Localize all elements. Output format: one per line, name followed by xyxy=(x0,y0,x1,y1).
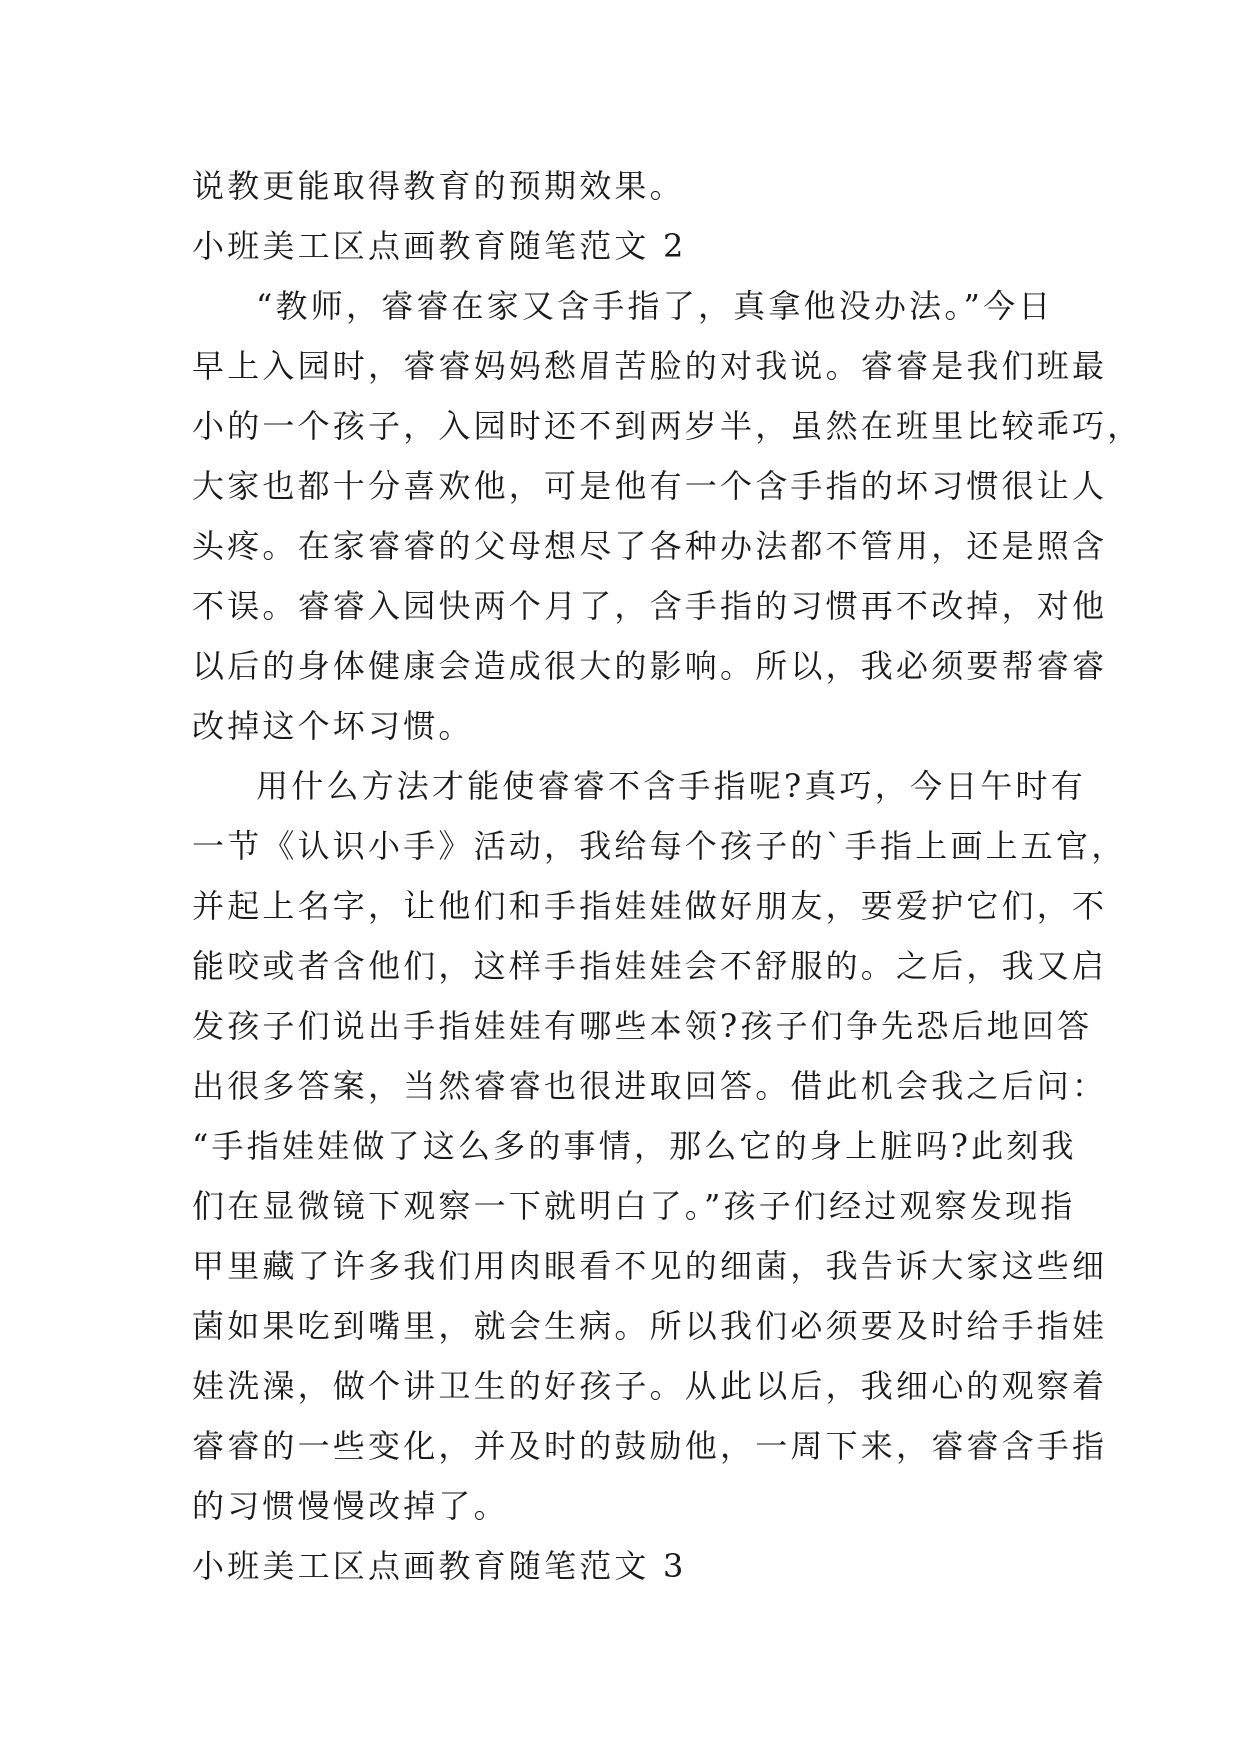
paragraph-line: 用什么方法才能使睿睿不含手指呢?真巧，今日午时有 xyxy=(256,767,1086,805)
paragraph-line: 改掉这个坏习惯。 xyxy=(192,707,474,745)
paragraph-line: 们在显微镜下观察一下就明白了。”孩子们经过观察发现指 xyxy=(192,1187,1076,1225)
section-heading-3: 小班美工区点画教育随笔范文 3 xyxy=(192,1547,687,1585)
paragraph-line: 以后的身体健康会造成很大的影响。所以，我必须要帮睿睿 xyxy=(192,647,1108,685)
paragraph-line: 早上入园时，睿睿妈妈愁眉苦脸的对我说。睿睿是我们班最 xyxy=(192,347,1108,385)
paragraph-line: 并起上名字，让他们和手指娃娃做好朋友，要爱护它们，不 xyxy=(192,887,1108,925)
paragraph-line: 一节《认识小手》活动，我给每个孩子的`手指上画上五官， xyxy=(192,827,1127,865)
paragraph-line: 不误。睿睿入园快两个月了，含手指的习惯再不改掉，对他 xyxy=(192,587,1108,625)
paragraph-line: “教师，睿睿在家又含手指了，真拿他没办法。”今日 xyxy=(256,287,1054,325)
paragraph-line: 娃洗澡，做个讲卫生的好孩子。从此以后，我细心的观察着 xyxy=(192,1367,1108,1405)
section-heading-2: 小班美工区点画教育随笔范文 2 xyxy=(192,227,687,265)
paragraph-line: 小的一个孩子，入园时还不到两岁半，虽然在班里比较乖巧， xyxy=(192,407,1143,445)
paragraph-line: 睿睿的一些变化，并及时的鼓励他，一周下来，睿睿含手指 xyxy=(192,1427,1108,1465)
paragraph-line: 能咬或者含他们，这样手指娃娃会不舒服的。之后，我又启 xyxy=(192,947,1108,985)
paragraph-line: 的习惯慢慢改掉了。 xyxy=(192,1487,509,1525)
paragraph-line: 发孩子们说出手指娃娃有哪些本领?孩子们争先恐后地回答 xyxy=(192,1007,1093,1045)
paragraph-line: 出很多答案，当然睿睿也很进取回答。借此机会我之后问： xyxy=(192,1067,1108,1105)
paragraph-line: 菌如果吃到嘴里，就会生病。所以我们必须要及时给手指娃 xyxy=(192,1307,1108,1345)
paragraph-line: “手指娃娃做了这么多的事情，那么它的身上脏吗?此刻我 xyxy=(192,1127,1077,1165)
paragraph-line: 甲里藏了许多我们用肉眼看不见的细菌，我告诉大家这些细 xyxy=(192,1247,1108,1285)
paragraph-line: 大家也都十分喜欢他，可是他有一个含手指的坏习惯很让人 xyxy=(192,467,1108,505)
paragraph-line: 头疼。在家睿睿的父母想尽了各种办法都不管用，还是照含 xyxy=(192,527,1108,565)
paragraph-line-closing: 说教更能取得教育的预期效果。 xyxy=(192,167,685,205)
